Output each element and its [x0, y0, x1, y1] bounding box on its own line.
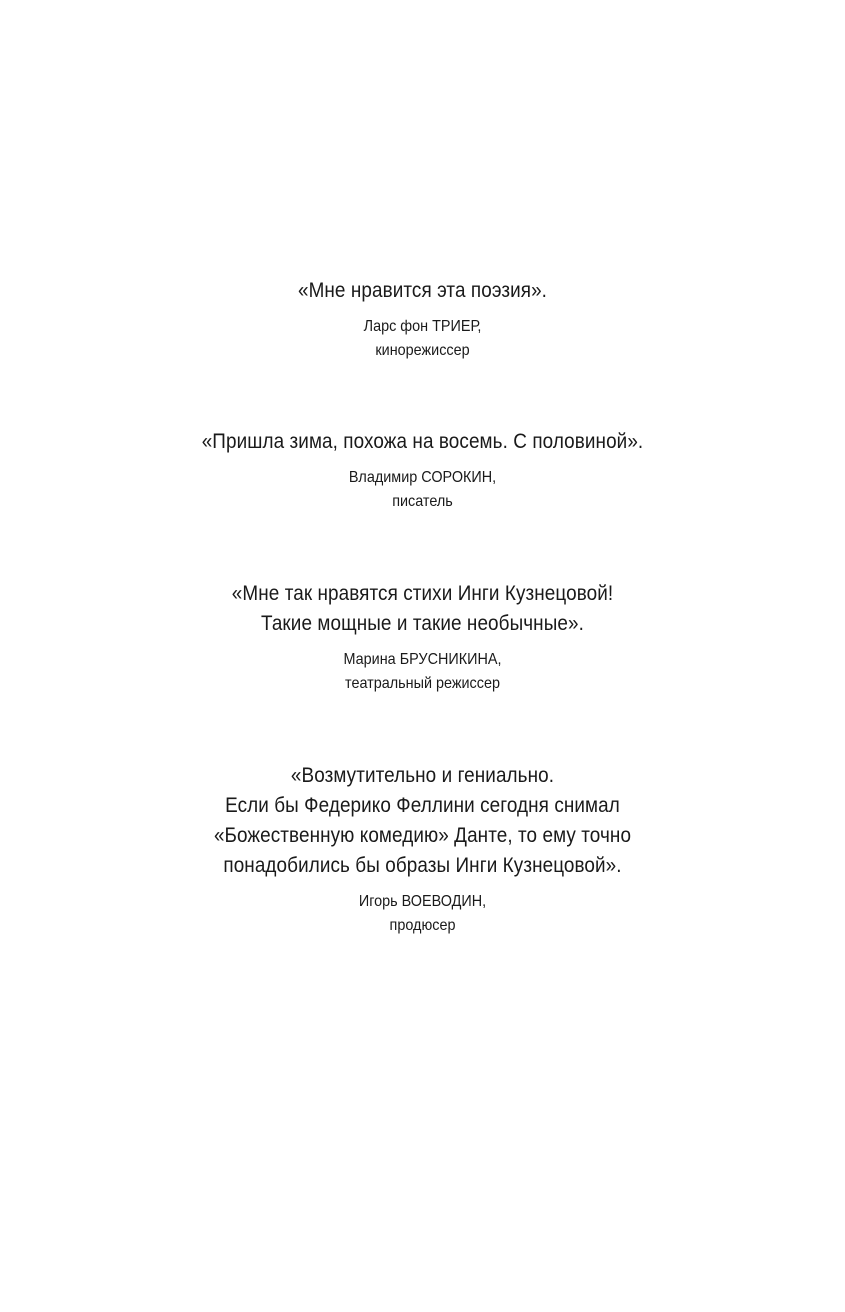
quote-author: Игорь ВОЕВОДИН,	[358, 893, 487, 910]
quote-text: «Возмутительно и гениально.	[290, 764, 555, 787]
quote-text: «Божественную комедию» Данте, то ему точно	[213, 824, 632, 847]
quote-author: Ларс фон ТРИЕР,	[363, 318, 482, 335]
quote-text: «Мне так нравятся стихи Инги Кузнецовой!	[231, 582, 614, 605]
quote-block	[0, 276, 845, 363]
quote-text: Если бы Федерико Феллини сегодня снимал	[225, 794, 620, 817]
quote-text: «Мне нравится эта поэзия».	[297, 279, 548, 302]
quote-text: Такие мощные и такие необычные».	[261, 612, 584, 635]
quote-author-role: писатель	[392, 493, 453, 510]
quote-author-role: театральный режиссер	[345, 675, 500, 692]
quote-block	[0, 427, 845, 514]
quote-text: понадобились бы образы Инги Кузнецовой».	[223, 854, 622, 877]
quote-block	[0, 761, 845, 938]
quote-text: «Пришла зима, похожа на восемь. С половиной».	[201, 430, 644, 453]
quote-block	[0, 579, 845, 696]
quote-author-role: кинорежиссер	[375, 342, 470, 359]
quote-author-role: продюсер	[389, 917, 456, 934]
quote-author: Марина БРУСНИКИНА,	[343, 651, 502, 668]
quote-author: Владимир СОРОКИН,	[348, 469, 497, 486]
